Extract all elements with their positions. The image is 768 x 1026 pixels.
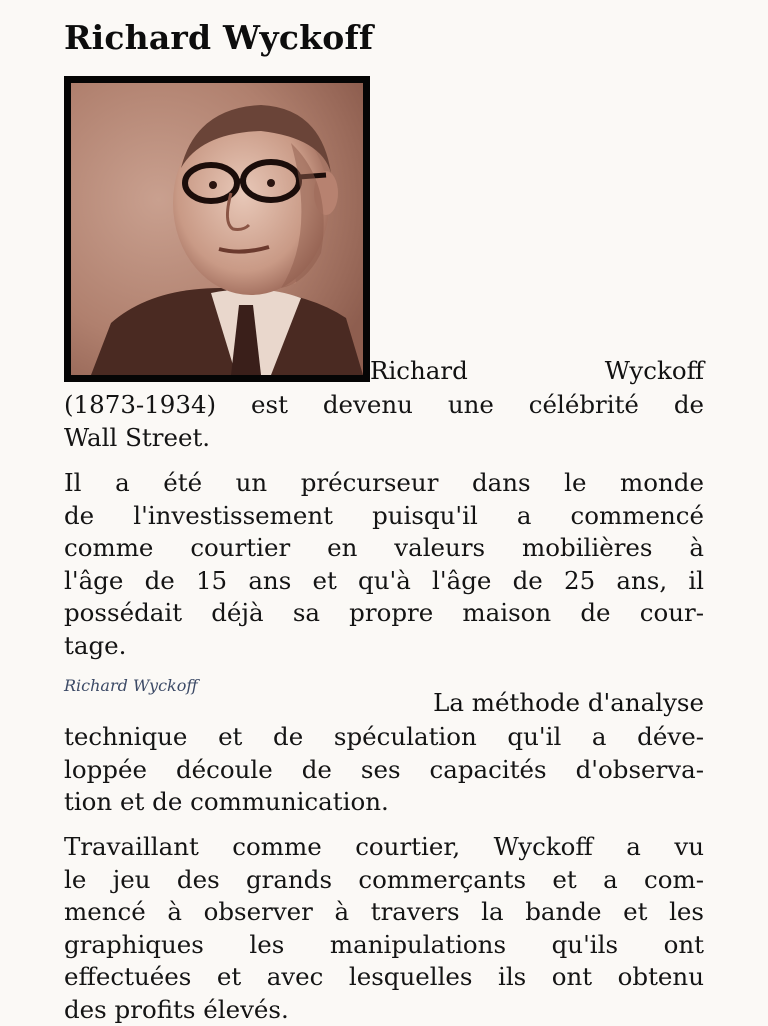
paragraph2-line6: tage. [64, 630, 704, 663]
paragraph1-line3: Wall Street. [64, 422, 704, 455]
paragraph3 [64, 721, 704, 819]
paragraph4 [64, 831, 704, 1026]
paragraph3-top [370, 687, 704, 719]
paragraph4-line6: des profits élevés. [64, 994, 704, 1026]
paragraph3-line2: technique et de spéculation qu'il a déve- [64, 721, 704, 754]
image-caption: Richard Wyckoff [64, 676, 198, 695]
paragraph4-line5: effectuées et avec lesquelles ils ont obtenu [64, 961, 704, 994]
paragraph2-line4: l'âge de 15 ans et qu'à l'âge de 25 ans, il [64, 565, 704, 598]
paragraph1-line1: Richard Wyckoff [370, 355, 704, 387]
paragraph2-line5: possédait déjà sa propre maison de cour- [64, 597, 704, 630]
portrait-photo-icon [71, 83, 363, 375]
page-title: Richard Wyckoff [64, 18, 373, 57]
paragraph4-line1: Travaillant comme courtier, Wyckoff a vu [64, 831, 704, 864]
paragraph1 [64, 389, 704, 454]
paragraph1-top [370, 355, 704, 387]
paragraph3-line4: tion et de communication. [64, 786, 704, 819]
paragraph2-line1: Il a été un précurseur dans le monde [64, 467, 704, 500]
portrait-image [64, 76, 370, 382]
paragraph1-line2: (1873-1934) est devenu une célébrité de [64, 389, 704, 422]
paragraph4-line4: graphiques les manipulations qu'ils ont [64, 929, 704, 962]
paragraph2 [64, 467, 704, 662]
paragraph2-line2: de l'investissement puisqu'il a commencé [64, 500, 704, 533]
paragraph3-line3: loppée découle de ses capacités d'observa- [64, 754, 704, 787]
paragraph3-line1: La méthode d'analyse [433, 688, 704, 717]
paragraph4-line2: le jeu des grands commerçants et a com- [64, 864, 704, 897]
paragraph4-line3: mencé à observer à travers la bande et les [64, 896, 704, 929]
paragraph2-line3: comme courtier en valeurs mobilières à [64, 532, 704, 565]
